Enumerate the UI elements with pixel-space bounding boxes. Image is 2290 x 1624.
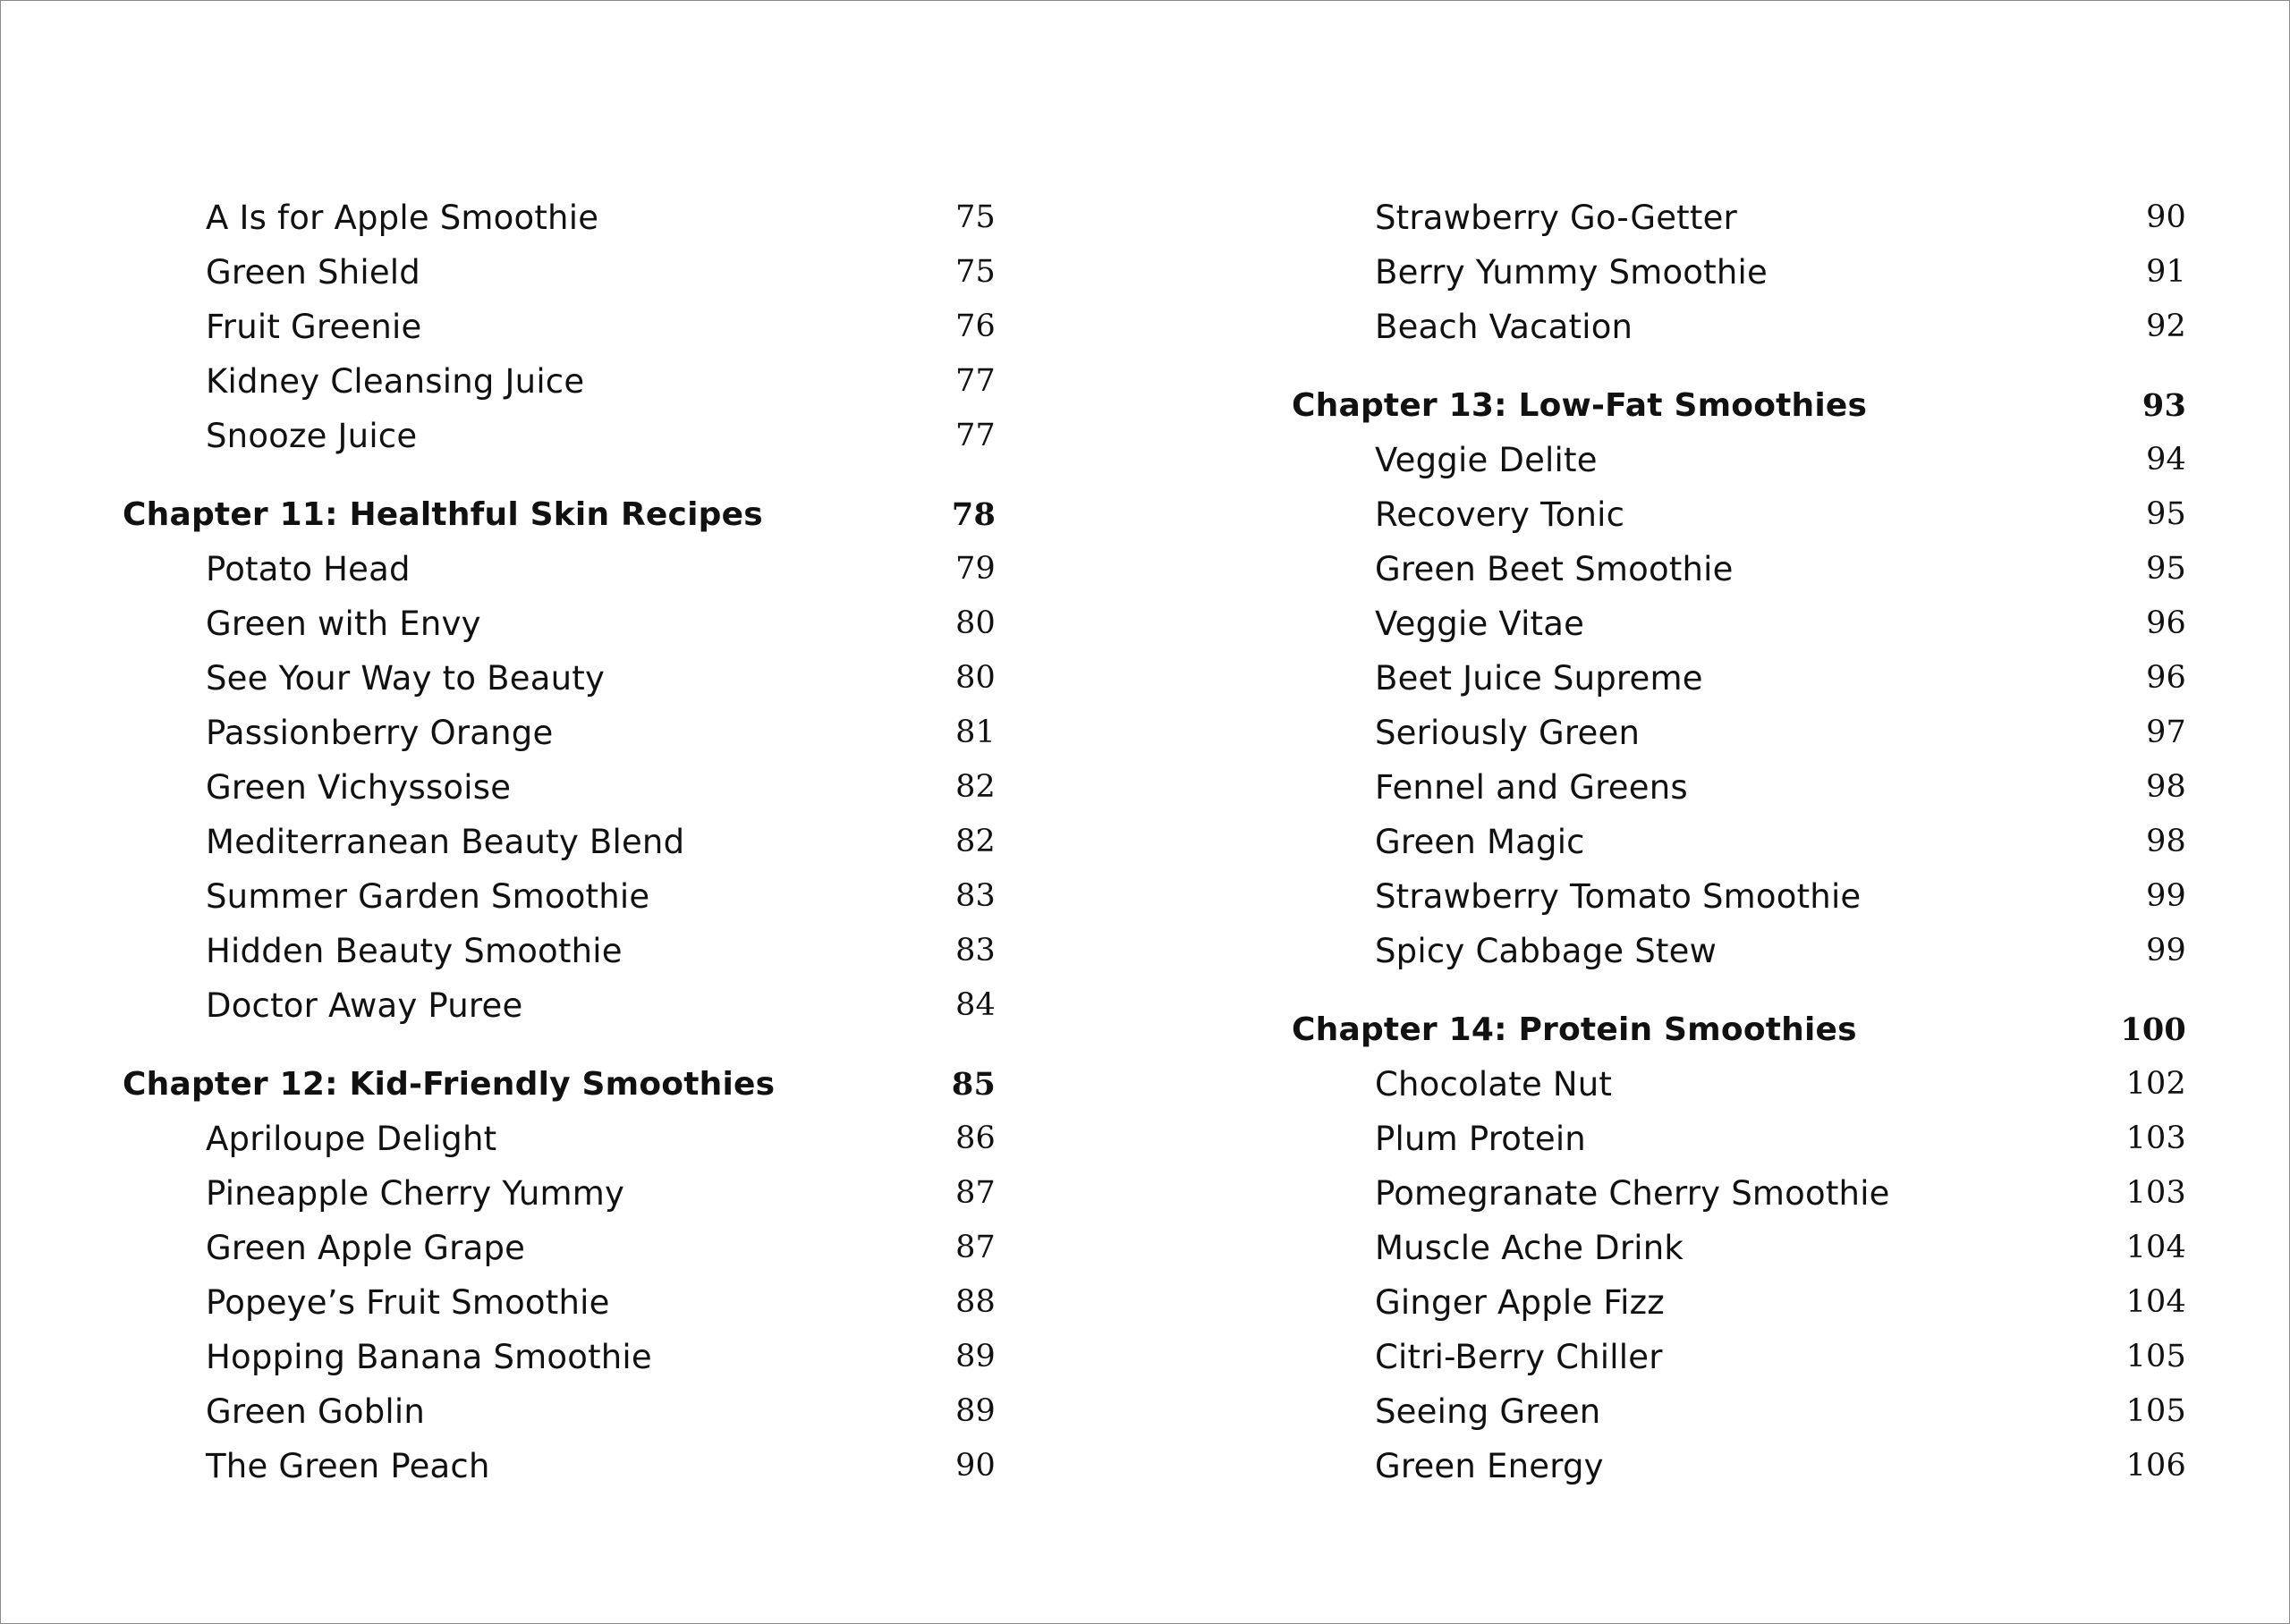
recipe-title: Muscle Ache Drink (1375, 1229, 1684, 1267)
recipe-title: Recovery Tonic (1375, 495, 1625, 534)
chapter-title: Chapter 11: Healthful Skin Recipes (123, 496, 763, 533)
recipe-page-number: 96 (2146, 660, 2186, 696)
toc-entry (1292, 1166, 2186, 1221)
toc-entry (123, 1275, 1017, 1330)
toc-entry (1292, 651, 2186, 706)
recipe-page-number: 82 (955, 769, 996, 805)
recipe-page-number: 99 (2146, 878, 2186, 914)
recipe-page-number: 77 (955, 363, 996, 399)
toc-chapter-heading (123, 487, 1017, 542)
recipe-page-number: 95 (2146, 496, 2186, 532)
toc-entry (1292, 760, 2186, 815)
toc-entry (1292, 1275, 2186, 1330)
recipe-page-number: 90 (2146, 199, 2186, 235)
toc-entry (123, 706, 1017, 760)
toc-entry (123, 760, 1017, 815)
toc-right-column (1292, 190, 2186, 1493)
toc-entry (123, 978, 1017, 1033)
toc-entry (123, 245, 1017, 300)
toc-entry (123, 1330, 1017, 1384)
recipe-title: Strawberry Tomato Smoothie (1375, 877, 1862, 916)
recipe-title: Green Energy (1375, 1447, 1604, 1485)
recipe-page-number: 97 (2146, 715, 2186, 750)
recipe-title: Kidney Cleansing Juice (206, 362, 585, 401)
recipe-page-number: 89 (955, 1393, 996, 1429)
toc-entry (123, 651, 1017, 706)
recipe-page-number: 98 (2146, 769, 2186, 805)
toc-entry (1292, 1384, 2186, 1439)
recipe-title: Ginger Apple Fizz (1375, 1283, 1665, 1322)
recipe-title: Berry Yummy Smoothie (1375, 253, 1768, 292)
recipe-page-number: 79 (955, 551, 996, 587)
toc-chapter-heading (1292, 378, 2186, 433)
toc-chapter-heading (123, 1057, 1017, 1112)
toc-entry (1292, 300, 2186, 354)
toc-entry (1292, 869, 2186, 924)
recipe-page-number: 92 (2146, 309, 2186, 344)
recipe-title: Veggie Delite (1375, 441, 1598, 479)
recipe-page-number: 104 (2125, 1230, 2186, 1265)
toc-entry (1292, 815, 2186, 869)
recipe-title: Beach Vacation (1375, 308, 1633, 346)
recipe-title: Hopping Banana Smoothie (206, 1338, 652, 1376)
recipe-page-number: 94 (2146, 442, 2186, 478)
recipe-page-number: 95 (2146, 551, 2186, 587)
recipe-page-number: 86 (955, 1121, 996, 1156)
recipe-title: Green Beet Smoothie (1375, 550, 1734, 588)
toc-entry (123, 924, 1017, 978)
recipe-page-number: 75 (955, 199, 996, 235)
toc-entry (1292, 1330, 2186, 1384)
recipe-page-number: 80 (955, 605, 996, 641)
chapter-title: Chapter 13: Low-Fat Smoothies (1292, 387, 1868, 424)
recipe-title: Snooze Juice (206, 417, 418, 455)
recipe-title: Green Vichyssoise (206, 768, 512, 807)
toc-entry (123, 815, 1017, 869)
recipe-title: Plum Protein (1375, 1120, 1586, 1158)
recipe-title: Citri-Berry Chiller (1375, 1338, 1663, 1376)
recipe-title: Potato Head (206, 550, 411, 588)
chapter-title: Chapter 14: Protein Smoothies (1292, 1011, 1857, 1048)
recipe-title: Apriloupe Delight (206, 1120, 497, 1158)
recipe-page-number: 87 (955, 1175, 996, 1211)
recipe-title: Strawberry Go-Getter (1375, 199, 1737, 237)
recipe-title: Mediterranean Beauty Blend (206, 823, 685, 861)
recipe-title: Chocolate Nut (1375, 1065, 1613, 1104)
chapter-page-number: 93 (2142, 387, 2186, 424)
recipe-page-number: 89 (955, 1339, 996, 1374)
recipe-title: Seriously Green (1375, 714, 1641, 752)
recipe-title: Beet Juice Supreme (1375, 659, 1703, 698)
recipe-title: Spicy Cabbage Stew (1375, 932, 1718, 970)
toc-entry (1292, 1439, 2186, 1493)
recipe-title: A Is for Apple Smoothie (206, 199, 599, 237)
recipe-title: Fennel and Greens (1375, 768, 1688, 807)
recipe-title: Green Apple Grape (206, 1229, 526, 1267)
toc-entry (123, 1384, 1017, 1439)
toc-entry (1292, 924, 2186, 978)
toc-entry (123, 542, 1017, 596)
recipe-page-number: 80 (955, 660, 996, 696)
toc-chapter-heading (1292, 1002, 2186, 1057)
recipe-page-number: 83 (955, 933, 996, 968)
recipe-title: Veggie Vitae (1375, 605, 1585, 643)
recipe-page-number: 75 (955, 254, 996, 290)
recipe-title: See Your Way to Beauty (206, 659, 606, 698)
toc-entry (123, 409, 1017, 463)
toc-left-column (123, 190, 1017, 1493)
recipe-page-number: 81 (955, 715, 996, 750)
recipe-page-number: 99 (2146, 933, 2186, 968)
recipe-title: Green Magic (1375, 823, 1585, 861)
toc-entry (123, 1112, 1017, 1166)
recipe-page-number: 103 (2125, 1121, 2186, 1156)
recipe-page-number: 106 (2125, 1448, 2186, 1484)
chapter-page-number: 100 (2120, 1011, 2186, 1048)
recipe-title: Fruit Greenie (206, 308, 422, 346)
recipe-page-number: 105 (2125, 1393, 2186, 1429)
toc-entry (123, 1221, 1017, 1275)
toc-entry (1292, 596, 2186, 651)
toc-entry (123, 869, 1017, 924)
recipe-page-number: 88 (955, 1284, 996, 1320)
recipe-title: Pomegranate Cherry Smoothie (1375, 1174, 1890, 1213)
recipe-title: Green Goblin (206, 1392, 426, 1431)
chapter-title: Chapter 12: Kid-Friendly Smoothies (123, 1066, 776, 1103)
toc-entry (1292, 245, 2186, 300)
recipe-page-number: 96 (2146, 605, 2186, 641)
chapter-page-number: 78 (951, 496, 996, 533)
recipe-page-number: 105 (2125, 1339, 2186, 1374)
recipe-page-number: 104 (2125, 1284, 2186, 1320)
recipe-page-number: 98 (2146, 824, 2186, 859)
recipe-page-number: 84 (955, 987, 996, 1023)
recipe-page-number: 102 (2125, 1066, 2186, 1102)
recipe-page-number: 103 (2125, 1175, 2186, 1211)
recipe-page-number: 87 (955, 1230, 996, 1265)
toc-entry (1292, 1112, 2186, 1166)
toc-entry (123, 1166, 1017, 1221)
toc-entry (1292, 487, 2186, 542)
recipe-title: The Green Peach (206, 1447, 490, 1485)
toc-entry (123, 596, 1017, 651)
recipe-page-number: 91 (2146, 254, 2186, 290)
toc-entry (123, 300, 1017, 354)
toc-entry (123, 354, 1017, 409)
chapter-page-number: 85 (951, 1066, 996, 1103)
toc-entry (123, 1439, 1017, 1493)
toc-entry (1292, 542, 2186, 596)
recipe-title: Doctor Away Puree (206, 986, 523, 1025)
recipe-page-number: 90 (955, 1448, 996, 1484)
recipe-title: Green Shield (206, 253, 420, 292)
recipe-title: Seeing Green (1375, 1392, 1601, 1431)
toc-entry (1292, 1057, 2186, 1112)
toc-entry (1292, 706, 2186, 760)
recipe-page-number: 76 (955, 309, 996, 344)
recipe-title: Popeye’s Fruit Smoothie (206, 1283, 610, 1322)
recipe-title: Hidden Beauty Smoothie (206, 932, 623, 970)
recipe-title: Green with Envy (206, 605, 481, 643)
toc-entry (1292, 190, 2186, 245)
recipe-title: Summer Garden Smoothie (206, 877, 650, 916)
recipe-page-number: 77 (955, 418, 996, 453)
recipe-title: Pineapple Cherry Yummy (206, 1174, 625, 1213)
recipe-page-number: 83 (955, 878, 996, 914)
toc-entry (123, 190, 1017, 245)
toc-entry (1292, 1221, 2186, 1275)
recipe-title: Passionberry Orange (206, 714, 554, 752)
toc-entry (1292, 433, 2186, 487)
recipe-page-number: 82 (955, 824, 996, 859)
